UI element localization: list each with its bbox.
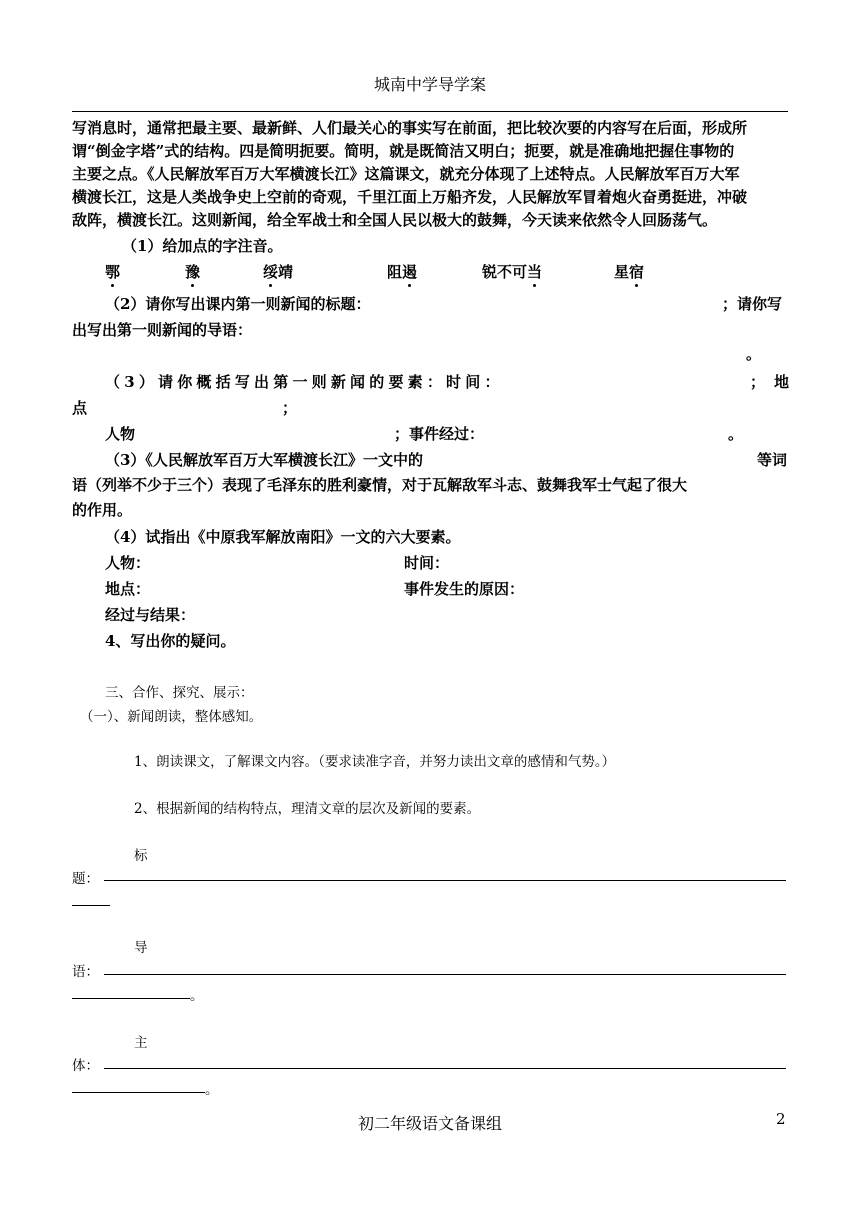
q1-word-yu: 豫 [185, 263, 201, 281]
q4-people: 人物： [105, 554, 151, 572]
body-period: 。 [205, 1082, 219, 1098]
page-number: 2 [776, 1110, 786, 1128]
body-answer-line-cont[interactable] [72, 1092, 205, 1093]
q4-place: 地点： [105, 580, 151, 598]
q4-process: 经过与结果： [105, 606, 196, 624]
section3-item1: 1、朗读课文，了解课文内容。（要求读准字音，并努力读出文章的感情和气势。） [134, 754, 616, 770]
intro-line: 写消息时，通常把最主要、最新鲜、人们最关心的事实写在前面，把比较次要的内容写在后面，形成所 [72, 119, 748, 137]
q3b-line3: 的作用。 [72, 501, 133, 519]
title-label-char1: 标 [134, 848, 148, 864]
lead-label-char1: 导 [134, 940, 148, 956]
intro-paragraph [72, 117, 790, 232]
q2-prompt-cont: ；请你写 [722, 295, 783, 313]
section3-item2: 2、根据新闻的结构特点，理清文章的层次及新闻的要素。 [134, 801, 481, 817]
lead-period: 。 [190, 988, 204, 1004]
title-label-char2: 题： [72, 871, 99, 887]
page-header-title: 城南中学导学案 [373, 75, 486, 94]
q5-question: 4、写出你的疑问。 [105, 632, 236, 650]
q3-place-char1: 地 [774, 373, 790, 391]
header-divider [72, 111, 788, 112]
q4-label: （4）试指出《中原我军解放南阳》一文的六大要素。 [105, 528, 461, 546]
q1-word-ruibukedang: 锐不可当 [482, 263, 543, 281]
lead-answer-line-cont[interactable] [72, 998, 190, 999]
intro-line: 主要之点。《人民解放军百万大军横渡长江》这篇课文，就充分体现了上述特点。人民解放军百万大军 [72, 165, 740, 183]
q3b-prompt-cont: 等词 [757, 451, 788, 469]
q3b-prompt: （3）《人民解放军百万大军横渡长江》一文中的 [105, 451, 423, 469]
lead-label-char2: 语： [72, 964, 99, 980]
q3b-line2: 语（列举不少于三个）表现了毛泽东的胜利豪情，对于瓦解敌军斗志、鼓舞我军士气起了很大 [72, 476, 688, 494]
q4-time: 时间： [404, 554, 450, 572]
body-answer-line[interactable] [104, 1068, 786, 1069]
intro-line: 敌阵，横渡长江。这则新闻，给全军战士和全国人民以极大的鼓舞，今天读来依然令人回肠荡气。 [72, 211, 718, 229]
q1-word-zue: 阻遏 [387, 263, 418, 281]
q1-word-e: 鄂 [105, 263, 121, 281]
q3-event-label: ；事件经过： [394, 425, 485, 443]
section3-sub1: （一）、新闻朗读，整体感知。 [80, 709, 263, 725]
q4-cause: 事件发生的原因： [404, 580, 525, 598]
intro-line: 横渡长江，这是人类战争史上空前的奇观，千里江面上万船齐发，人民解放军冒着炮火奋勇挺进，冲破 [72, 188, 748, 206]
q3-prompt: （3）请你概括写出第一则新闻的要素：时间： [105, 373, 504, 391]
intro-line: 谓“倒金字塔”式的结构。四是简明扼要。简明，就是既简洁又明白；扼要，就是准确地把握住事物的 [72, 142, 735, 160]
q2-prompt: （2）请你写出课内第一则新闻的标题： [105, 295, 371, 313]
lead-answer-line[interactable] [104, 974, 786, 975]
body-label-char1: 主 [134, 1035, 148, 1051]
section3-heading: 三、合作、探究、展示： [105, 685, 254, 701]
q3-people-label: 人物 [105, 425, 136, 443]
title-answer-line[interactable] [104, 880, 786, 881]
q3-semi-time: ； [750, 373, 766, 391]
q1-word-suijing: 绥靖 [263, 263, 294, 281]
q3-semi-place: ； [282, 399, 298, 417]
q2-line2: 出写出第一则新闻的导语： [72, 321, 253, 339]
q1-label: （1）给加点的字注音。 [122, 237, 283, 255]
q3-place-char2: 点 [72, 399, 88, 417]
q3-end: 。 [728, 425, 744, 443]
q1-word-xingxiu: 星宿 [614, 263, 645, 281]
q2-end: 。 [746, 345, 762, 363]
body-label-char2: 体： [72, 1058, 99, 1074]
title-answer-line-cont[interactable] [72, 905, 110, 906]
page-footer-group: 初二年级语文备课组 [357, 1114, 502, 1133]
